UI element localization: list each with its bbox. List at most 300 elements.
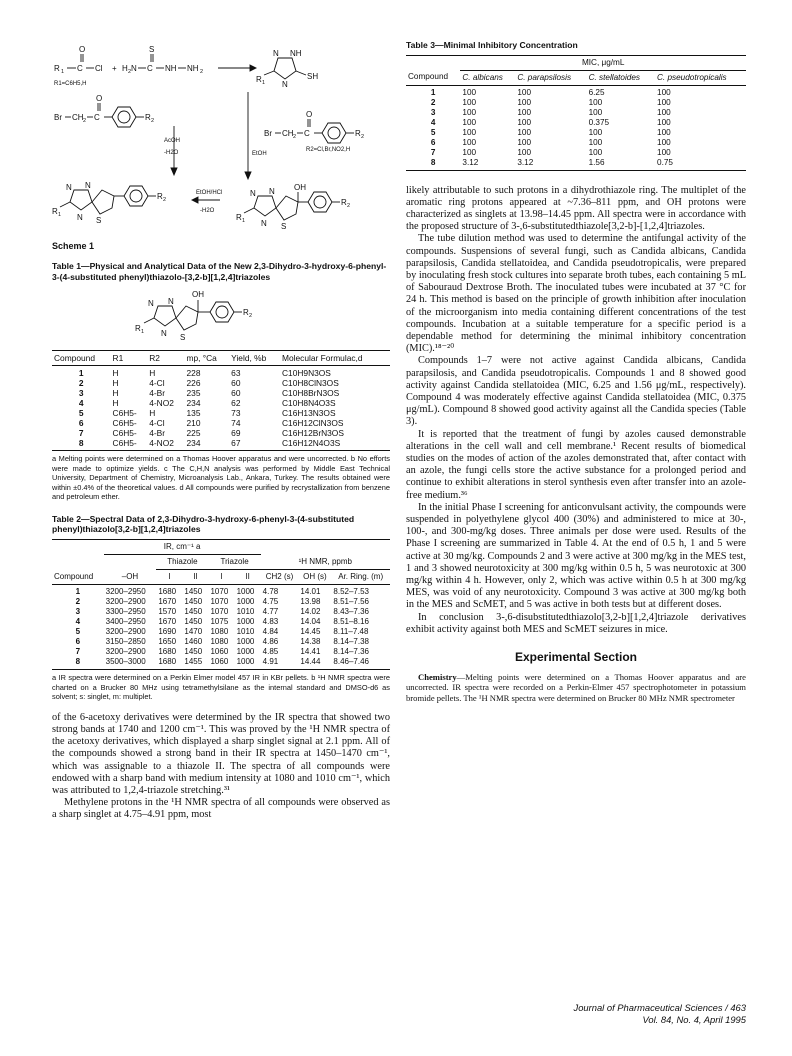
table1-cell: 234 [186,398,201,408]
table1-structure-diagram [52,286,390,350]
table1-cell: C6H5- [111,438,148,451]
svg-text:R: R [52,207,58,216]
svg-text:NH: NH [187,64,199,73]
table1-cell: 228 [186,368,201,378]
table3-cell: 3 [430,107,436,117]
table3-cell: 1 [430,87,436,97]
right-body-text [406,185,746,637]
table1-cell: 8 [52,438,111,451]
table1-cell: H [112,378,119,388]
table1-row [52,428,390,438]
svg-text:OH: OH [294,183,306,192]
table1-cell: H [112,368,119,378]
table2-row [52,584,390,597]
t1-h-compound: Compound [52,351,111,366]
table3-row [406,128,746,138]
table2-cell: 1450 [184,616,203,626]
table2-cell: 4.84 [262,626,279,636]
experimental-text: —Melting points were determined on a Thomas Hoover apparatus and are uncorrected. IR spectra were recorded on a Perkin-Elmer 457 spectrophotometer in potassium bromide pellets. The ¹H NMR spectra were determined on Brucker 80 MHz NMR spectrometer [406,672,746,703]
table3-cell: 5 [430,127,436,137]
table2-cell: 3150–2850 [105,636,146,646]
table2-cell: 8.11–7.48 [333,626,369,636]
table2-cell: 6 [75,636,81,646]
table2-cell: 4 [75,616,81,626]
table3-cell: 7 [430,147,436,157]
svg-text:C: C [77,64,83,73]
table3-cell: 100 [517,147,532,157]
t1-h-r1: R1 [111,351,148,366]
svg-text:CH: CH [282,129,294,138]
table2-footnote: a IR spectra were determined on a Perkin Elmer model 457 IR in KBr pellets. b ¹H NMR spectra were charted on a Brucker 80 MHz using tetramethylsilane as the internal standard and DMSO-d6 as solvent; s: singlet, m: multiplet. [52,672,390,702]
table2-cell: 3200–2900 [105,646,146,656]
table2-cell: 1570 [158,606,177,616]
svg-text:R: R [236,213,242,222]
t2-h-4: I [208,569,234,584]
table3-cell: 100 [657,117,671,127]
table3-caption: Table 3—Minimal Inhibitory Concentration [406,40,578,50]
svg-text:1: 1 [262,80,266,86]
table3-cell: 100 [462,137,477,147]
table1-cell: 226 [186,378,201,388]
table2-cell: 1060 [210,646,229,656]
svg-text:R: R [341,198,347,207]
svg-text:H: H [122,64,128,73]
table3-cell: 3.12 [460,158,515,171]
svg-text:N: N [131,64,137,73]
page-footer [574,1002,747,1026]
table2-cell: 1450 [184,606,203,616]
table2-cell: 1000 [236,596,255,606]
table1-caption: Table 1—Physical and Analytical Data of the New 2,3-Dihydro-3-hydroxy-6-phenyl-3-(4-substituted phenyl)thiazolo-[3,2-b][1,2,4]triazoles [52,261,387,282]
right-paragraph-2: The tube dilution method was used to determine the antifungal activity of the compounds. Suspensions of several fungi, such as Candida albicans, Candida parapsilosis, Candida stellatoidea, and Candida pseudotropicalis, were prepared by inoculating fresh stock cultures into separate broth tubes, each containing 5 mL of Sabouraud Dextrose Broth. The inoculated tubes were incubated at 37 °C for 24 h. This method is based on the principle of growth inhibition after inoculation of the microorganism into media containing different concentrations of the test compounds. Incubation at a suitable temperature for a specific period is a dependable method for determining the minimal inhibitory concentration (MIC).¹⁸⁻²⁰ [406,233,746,355]
table3-row [406,148,746,158]
table3-cell: 100 [462,147,477,157]
scheme-caption: Scheme 1 [52,241,95,251]
table2-cell: 1000 [236,586,255,596]
table2-cell: 4.83 [262,616,279,626]
table2-cell: 1000 [236,636,255,646]
table3-cell: 100 [517,87,532,97]
table1-cell: C16H12N4O3S [280,438,390,451]
svg-text:R: R [145,113,151,122]
svg-text:N: N [66,183,72,192]
table3-cell: 100 [588,147,603,157]
table3-cell: 0.75 [655,158,746,171]
journal-name: Journal of Pharmaceutical Sciences / 463 [573,1002,746,1013]
t3-h-albicans: C. albicans [460,70,515,85]
table3-cell: 100 [462,97,477,107]
t1-h-formula: Molecular Formulac,d [280,351,390,366]
table2-row [52,627,390,637]
svg-text:N: N [161,329,167,338]
table1-cell: 4-NO2 [147,438,184,451]
table1-cell: 1 [78,368,84,378]
table2 [52,539,390,670]
table2-cell: 1070 [210,606,229,616]
svg-text:O: O [96,94,103,103]
table2-cell: 4.78 [262,586,279,596]
table2-row [52,607,390,617]
table1-cell: C6H5- [112,418,137,428]
table2-cell: 8.43–7.36 [333,606,369,616]
svg-text:Cl: Cl [95,64,103,73]
svg-text:2: 2 [128,69,132,75]
t2-h-5: II [235,569,261,584]
table2-cell: 1010 [236,606,255,616]
table2-cell: 4.77 [262,606,279,616]
table1-cell: 4-Cl [149,418,165,428]
journal-volume: Vol. 84, No. 4, April 1995 [642,1014,746,1025]
table2-cell: 1690 [158,626,177,636]
svg-text:O: O [306,110,313,119]
table1-cell: 69 [231,428,241,438]
table3-cell: 100 [657,137,671,147]
t2-h-7: OH (s) [298,569,331,584]
svg-text:2: 2 [163,197,167,203]
table2-cell: 1650 [158,636,177,646]
left-column [52,40,390,822]
t1-h-yield: Yield, %b [229,351,280,366]
svg-text:Br: Br [54,113,62,122]
right-paragraph-4: It is reported that the treatment of fungi by azoles caused demonstrable alterations in the cell wall and cell membrane.¹ Recent results of biomedical studies on the modes of action of the azoles demonstrated that, after contact with an azole, the fungi cells store the active substance for a prolonged period and continue to exhibit alterations in sterol synthesis even after transfer into an azole-free medium.³⁶ [406,428,746,501]
table1-cell: 3 [78,388,84,398]
right-paragraph-1: likely attributable to such protons in a dihydrothiazole ring. The multiplet of the aromatic ring protons appeared at ~7.36–811 ppm, and OH protons were characterized as singlets at 13.98–14.45 ppm. All spectra were in accordance with the proposed structure of 3-,6-substitutedthiazole[3,2-b]-[1,2,4]triazoles. [406,184,746,233]
svg-text:N: N [269,187,275,196]
table2-cell: 4.91 [261,657,299,670]
svg-text:+: + [112,64,117,73]
table1-structure [52,286,390,350]
table2-cell: 7 [75,646,81,656]
svg-text:NH: NH [165,64,177,73]
table3-cell: 100 [462,117,477,127]
scheme-1 [52,40,390,251]
left-paragraph-2: Methylene protons in the ¹H NMR spectra of all compounds were observed as a sharp singlet at 4.75–4.91 ppm, most [52,797,390,821]
scheme-reagent-h2o: -H2O [164,150,179,156]
scheme-r1-def: R1=C6H5,H [54,81,87,87]
t3-h-pseudotropicalis: C. pseudotropicalis [655,70,746,85]
table3-cell: 1.56 [587,158,655,171]
table1-cell: 60 [231,388,241,398]
table2-cell: 8.14–7.36 [333,646,369,656]
table2-cell: 2 [75,596,81,606]
table2-cell: 4.85 [262,646,279,656]
table1-cell: C10H8ClN3OS [282,378,339,388]
table2-row [52,617,390,627]
svg-text:C: C [304,129,310,138]
table2-cell: 3400–2950 [105,616,146,626]
table2-cell: 1070 [210,586,229,596]
table2-cell: 1670 [158,596,177,606]
table3-cell: 100 [588,107,603,117]
t2-h-nmr: ¹H NMR, ppmb [261,554,390,569]
t3-h-compound: Compound [406,70,460,85]
table3-cell: 8 [406,158,460,171]
table2-cell: 14.38 [300,636,321,646]
svg-text:1: 1 [141,329,145,335]
right-paragraph-3: Compounds 1–7 were not active against Candida albicans, Candida parapsilosis, and Candida pseudotropicalis. Compounds 1 and 8 showed good activity against Candida stellatoidea (MIC, 6.25 and 1.56 μg/mL, respectively). Compound 4 was moderately effective against Candida stellatoidea (MIC, 0.375 μg/mL). Compound 8 showed good activity against all the Candida species (Table 3). [406,355,746,428]
svg-text:1: 1 [61,69,65,75]
table2-cell: 1060 [208,657,234,670]
table3-row [406,108,746,118]
right-column [406,40,746,703]
table3-row [406,138,746,148]
svg-text:N: N [250,189,256,198]
table3-cell: 100 [462,107,477,117]
table3-cell: 100 [588,97,603,107]
t3-h-stellatoides: C. stellatoides [587,70,655,85]
svg-text:NH: NH [290,49,302,58]
table1-cell: 4-Br [149,428,166,438]
table2-row [52,657,390,670]
scheme-reagent-h2o-b: -H2O [200,208,215,214]
svg-text:SH: SH [307,72,319,81]
table2-cell: 1470 [184,626,203,636]
table1-cell: 135 [186,408,201,418]
svg-text:2: 2 [347,203,351,209]
table1-row [52,438,390,451]
table3-cell: 100 [462,127,477,137]
table2-cell: 14.44 [298,657,331,670]
table1-row [52,378,390,388]
table3-cell: 0.375 [588,117,610,127]
table1-row [52,366,390,379]
table2-cell: 1070 [210,596,229,606]
table2-cell: 1450 [184,596,203,606]
table3-cell: 100 [517,107,532,117]
table3-cell: 6.25 [588,87,605,97]
table2-cell: 14.02 [300,606,321,616]
right-paragraph-6: In conclusion 3-,6-disubstitutedthiazolo[3,2-b][1,2,4]triazole derivatives exhibit activity against both MES and ScMET seizures in mice. [406,611,746,635]
table2-cell: 5 [75,626,81,636]
table1-cell: 235 [186,388,201,398]
t2-h-1: –OH [104,569,157,584]
svg-text:N: N [77,213,83,222]
svg-text:OH: OH [192,290,204,299]
table1-cell: C10H8N4O3S [282,398,336,408]
table3-row [406,158,746,171]
table2-cell: 3200–2900 [105,626,146,636]
table3-row [406,118,746,128]
svg-text:2: 2 [249,313,253,319]
table1-cell: H [112,398,119,408]
table2-cell: 14.45 [300,626,321,636]
table3-cell: 100 [657,87,671,97]
left-paragraph-1: of the 6-acetoxy derivatives were determined by the IR spectra that showed two strong bands at 1740 and 1200 cm⁻¹. This was proved by the ¹H NMR spectra of the acetoxy derivatives, which displayed a sharp singlet signal at 2.1 ppm. All of the compounds showed a strong band in their IR spectra at 1450–1470 cm⁻¹, which was assignable to a thiazole II. The spectra of all compounds were endowed with a sharp band with medium intensity at 1080 and 1010 cm⁻¹, which was attributed to 1,2,4-triazole stretching.³¹ [52,711,390,796]
t2-h-thiazole: Thiazole [156,554,208,569]
table2-cell: 3500–3000 [104,657,157,670]
t2-h-3: II [182,569,208,584]
table3-cell: 100 [657,97,671,107]
table2-cell: 1075 [210,616,229,626]
table2-cell: 1450 [184,646,203,656]
svg-text:1: 1 [242,218,246,224]
table1-cell: H [149,368,156,378]
table2-cell: 1000 [236,646,255,656]
scheme-reagent-etoh-hcl: EtOH/HCl [196,190,223,196]
svg-text:C: C [147,64,153,73]
table1-cell: C16H13N3OS [282,408,336,418]
table2-cell: 1680 [158,646,177,656]
svg-text:R: R [54,64,60,73]
svg-text:2: 2 [151,118,155,124]
t2-h-ir: IR, cm⁻¹ a [104,539,261,554]
t2-h-triazole: Triazole [208,554,260,569]
table2-cell: 1080 [210,636,229,646]
svg-text:N: N [148,299,154,308]
t1-h-r2: R2 [147,351,184,366]
scheme-r2-def: R2=Cl,Br,NO2,H [306,147,351,153]
table2-cell: 1460 [184,636,203,646]
table2-cell: 8.51–7.56 [333,596,369,606]
svg-text:2: 2 [200,69,204,75]
table2-cell: 1450 [184,586,203,596]
table2-cell: 3200–2900 [105,596,146,606]
table3-cell: 100 [462,87,477,97]
svg-text:C: C [94,113,100,122]
table3-cell: 100 [588,127,603,137]
right-paragraph-5: In the initial Phase I screening for anticonvulsant activity, the compounds were suspended in polyethylene glycol 400 (30%) and administered to mice at 30-, 100-, and 300-mg/kg doses. Three animals per dose were used. Results of the Phase I screening are summarized in Table 4. At the end of 0.5 h, 1 and 5 were active at 30 mg/kg. Compounds 2 and 3 were active at 300 mg/kg in the MES test, 1 and 3 showed neurotoxicity at 300 mg/kg within 0.5 h, 5 was neurotoxic at 300 mg/kg within 4 h. However, only 2, which was active within 0.5 h at 300 mg/kg MES, was void of any neurotoxicity. Compound 3 was active at 300 mg/kg both in the MES and ScMET, and 5 was active in both tests but at different doses. [406,501,746,611]
svg-text:O: O [79,45,86,54]
table1-cell: C6H5- [112,428,137,438]
table1-cell: 2 [78,378,84,388]
table2-cell: 1455 [182,657,208,670]
svg-text:S: S [96,216,102,225]
table1-cell: 73 [231,408,241,418]
table3-cell: 100 [657,127,671,137]
t3-h-mic: MIC, μg/mL [460,55,746,70]
scheme-reagent-etoh: EtOH [252,151,267,157]
table1-cell: 5 [78,408,84,418]
left-body-text [52,712,390,822]
table1-cell: 60 [231,378,241,388]
svg-text:2: 2 [293,134,297,140]
table2-cell: 8.51–8.16 [333,616,369,626]
scheme-reagent-acoh: AcOH [164,138,181,144]
table3-cell: 100 [517,97,532,107]
table3-cell: 100 [517,117,532,127]
table1-row [52,418,390,428]
table2-cell: 1000 [235,657,261,670]
table1-cell: 7 [78,428,84,438]
table2-cell: 4.75 [262,596,279,606]
table2-cell: 3300–2950 [105,606,146,616]
svg-text:N: N [273,49,279,58]
table3-cell: 100 [657,147,671,157]
table1-cell: C16H12BrN3OS [282,428,344,438]
svg-text:R: R [243,308,249,317]
svg-text:R: R [157,192,163,201]
experimental-lead: Chemistry [418,672,457,683]
table1-row [52,398,390,408]
t3-h-parapsilosis: C. parapsilosis [515,70,586,85]
table2-row [52,597,390,607]
table1-row [52,408,390,418]
table1-cell: 234 [185,438,230,451]
table1-cell: C6H5- [112,408,137,418]
svg-text:R: R [355,129,361,138]
svg-text:2: 2 [83,118,87,124]
table1-cell: C16H12ClN3OS [282,418,344,428]
table3 [406,55,746,171]
table2-cell: 4.86 [262,636,279,646]
svg-text:1: 1 [58,212,62,218]
table1-cell: 4-Cl [149,378,165,388]
table2-cell: 1680 [156,657,182,670]
svg-text:S: S [281,222,287,231]
table2-cell: 14.04 [300,616,321,626]
table2-caption: Table 2—Spectral Data of 2,3-Dihydro-3-hydroxy-6-phenyl-3-(4-substituted phenyl)thiazolo[3,2-b][1,2,4]triazoles [52,513,355,535]
table1 [52,350,390,451]
t1-h-mp: mp, °Ca [185,351,230,366]
table3-cell: 2 [430,97,436,107]
table1-cell: 210 [186,418,201,428]
table1-cell: 74 [231,418,241,428]
experimental-heading: Experimental Section [514,650,638,665]
table2-cell: 8.46–7.46 [331,657,390,670]
table2-cell: 1000 [236,616,255,626]
table2-cell: 3 [75,606,81,616]
reaction-scheme-diagram [52,40,390,236]
table2-cell: 1670 [158,616,177,626]
table1-cell: 4-NO2 [149,398,174,408]
table2-cell: 8.14–7.38 [333,636,369,646]
svg-text:N: N [168,297,174,306]
table2-cell: 1080 [210,626,229,636]
table2-cell: 1 [75,586,81,596]
t2-h-2: I [156,569,182,584]
table3-cell: 3.12 [515,158,586,171]
table1-cell: 4-Br [149,388,166,398]
table3-cell: 6 [430,137,436,147]
svg-text:N: N [261,219,267,228]
table2-cell: 1680 [158,586,177,596]
table1-cell: H [149,408,156,418]
table2-cell: 8.52–7.53 [333,586,369,596]
table3-cell: 4 [430,117,436,127]
table2-cell: 14.01 [300,586,321,596]
table2-row [52,637,390,647]
table1-cell: 67 [229,438,280,451]
table3-cell: 100 [657,107,671,117]
table1-row [52,388,390,398]
svg-text:2: 2 [361,134,365,140]
table1-cell: C10H8BrN3OS [282,388,340,398]
svg-text:S: S [149,45,155,54]
table1-footnote: a Melting points were determined on a Thomas Hoover apparatus and were uncorrected. b No efforts were made to optimize yields. c The C,H,N analysis was performed by Middle East Technical University, Department of Chemistry, Microanalysis Lab., Ankara, Turkey. The results obtained were within ±0.4% of the theoretical values. d All compounds were purified by recrystallization from benzene and petroleum ether. [52,454,390,502]
table2-cell: 8 [52,657,104,670]
table1-cell: 225 [186,428,201,438]
table2-cell: 13.98 [300,596,321,606]
svg-text:S: S [180,333,186,342]
table1-cell: C10H9N3OS [282,368,331,378]
table2-cell: 3200–2950 [105,586,146,596]
table1-cell: 62 [231,398,241,408]
table2-row [52,647,390,657]
table3-cell: 100 [517,137,532,147]
t2-h-0: Compound [52,569,104,584]
svg-text:N: N [282,80,288,89]
svg-text:R: R [256,75,262,84]
table2-cell: 1010 [236,626,255,636]
table3-cell: 100 [517,127,532,137]
table1-cell: H [112,388,119,398]
table1-cell: 6 [78,418,84,428]
svg-text:R: R [135,324,141,333]
table2-cell: 14.41 [300,646,321,656]
table3-row [406,85,746,98]
table3-cell: 100 [588,137,603,147]
t2-h-8: Ar. Ring. (m) [331,569,390,584]
